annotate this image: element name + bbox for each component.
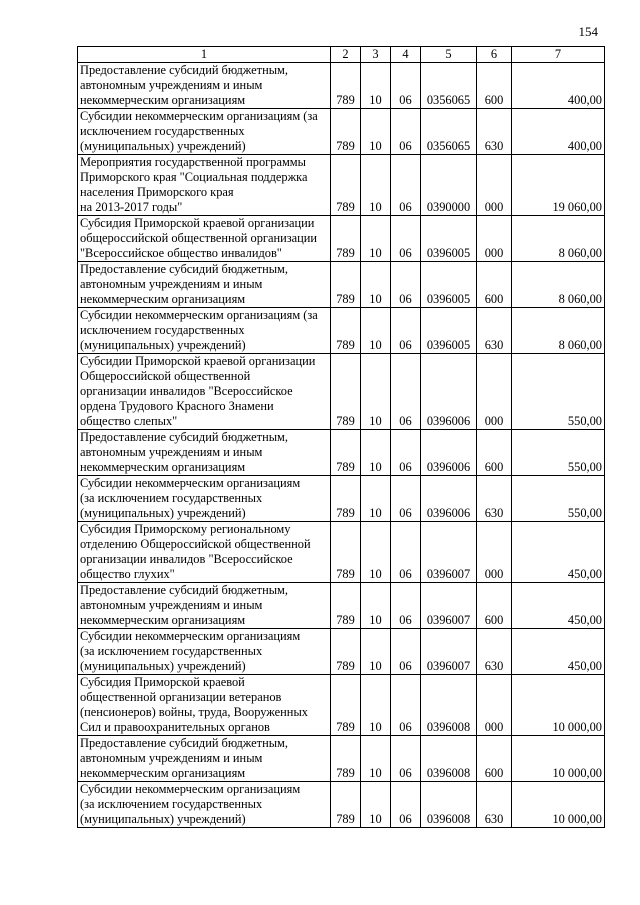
section-code-cell: 10 xyxy=(361,63,391,109)
row-name-line: Мероприятия государственной программы xyxy=(80,155,306,169)
amount-cell: 450,00 xyxy=(512,583,605,629)
table-row xyxy=(78,430,605,476)
target-article-cell: 0396007 xyxy=(421,629,477,675)
amount-cell: 450,00 xyxy=(512,629,605,675)
target-article-cell: 0396007 xyxy=(421,583,477,629)
row-name-line: общественной организации ветеранов xyxy=(80,690,282,704)
amount-cell: 10 000,00 xyxy=(512,675,605,736)
section-code-cell: 10 xyxy=(361,476,391,522)
table-header-row xyxy=(78,47,605,63)
table-row xyxy=(78,675,605,736)
table-row xyxy=(78,629,605,675)
subsection-code-cell: 06 xyxy=(391,736,421,782)
row-name-line: "Всероссийское общество инвалидов" xyxy=(80,246,282,260)
column-header: 7 xyxy=(512,47,605,63)
row-name-line: отделению Общероссийской общественной xyxy=(80,537,311,551)
amount-cell: 8 060,00 xyxy=(512,262,605,308)
row-name-cell xyxy=(78,308,331,354)
subsection-code-cell: 06 xyxy=(391,216,421,262)
subsection-code-cell: 06 xyxy=(391,675,421,736)
row-name-line: Субсидии некоммерческим организациям xyxy=(80,476,301,490)
target-article-cell: 0396007 xyxy=(421,522,477,583)
row-name-cell xyxy=(78,583,331,629)
row-name-cell xyxy=(78,109,331,155)
expense-type-cell: 630 xyxy=(477,629,512,675)
expense-type-cell: 000 xyxy=(477,522,512,583)
row-name-cell xyxy=(78,63,331,109)
admin-code-cell: 789 xyxy=(331,308,361,354)
target-article-cell: 0396005 xyxy=(421,308,477,354)
row-name-cell xyxy=(78,629,331,675)
row-name-cell xyxy=(78,675,331,736)
row-name-line: Предоставление субсидий бюджетным, xyxy=(80,262,288,276)
row-name-line: организации инвалидов "Всероссийское xyxy=(80,552,293,566)
target-article-cell: 0396005 xyxy=(421,216,477,262)
target-article-cell: 0396008 xyxy=(421,736,477,782)
admin-code-cell: 789 xyxy=(331,109,361,155)
table-row xyxy=(78,354,605,430)
admin-code-cell: 789 xyxy=(331,430,361,476)
target-article-cell: 0390000 xyxy=(421,155,477,216)
expense-type-cell: 000 xyxy=(477,155,512,216)
row-name-line: (за исключением государственных xyxy=(80,797,263,811)
page-number: 154 xyxy=(578,24,598,39)
section-code-cell: 10 xyxy=(361,109,391,155)
row-name-line: Предоставление субсидий бюджетным, xyxy=(80,63,288,77)
row-name-line: Субсидия Приморскому региональному xyxy=(80,522,291,536)
subsection-code-cell: 06 xyxy=(391,583,421,629)
row-name-line: ордена Трудового Красного Знамени xyxy=(80,399,274,413)
row-name-line: автономным учреждениям и иным xyxy=(80,277,263,291)
amount-cell: 400,00 xyxy=(512,109,605,155)
row-name-line: (муниципальных) учреждений) xyxy=(80,338,246,352)
target-article-cell: 0396006 xyxy=(421,430,477,476)
expense-type-cell: 000 xyxy=(477,354,512,430)
table-row xyxy=(78,736,605,782)
row-name-line: на 2013-2017 годы" xyxy=(80,200,183,214)
expense-type-cell: 000 xyxy=(477,675,512,736)
amount-cell: 10 000,00 xyxy=(512,782,605,828)
column-header: 1 xyxy=(78,47,331,63)
target-article-cell: 0356065 xyxy=(421,109,477,155)
table-row xyxy=(78,155,605,216)
row-name-cell xyxy=(78,522,331,583)
section-code-cell: 10 xyxy=(361,782,391,828)
row-name-line: общество слепых" xyxy=(80,414,178,428)
section-code-cell: 10 xyxy=(361,308,391,354)
expense-type-cell: 600 xyxy=(477,736,512,782)
row-name-line: автономным учреждениям и иным xyxy=(80,78,263,92)
admin-code-cell: 789 xyxy=(331,63,361,109)
admin-code-cell: 789 xyxy=(331,155,361,216)
row-name-line: (муниципальных) учреждений) xyxy=(80,139,246,153)
row-name-line: (пенсионеров) войны, труда, Вооруженных xyxy=(80,705,308,719)
target-article-cell: 0396005 xyxy=(421,262,477,308)
row-name-cell xyxy=(78,354,331,430)
row-name-line: автономным учреждениям и иным xyxy=(80,598,263,612)
table-body xyxy=(78,63,605,828)
section-code-cell: 10 xyxy=(361,216,391,262)
row-name-line: Субсидии некоммерческим организациям (за xyxy=(80,308,318,322)
subsection-code-cell: 06 xyxy=(391,354,421,430)
row-name-line: населения Приморского края xyxy=(80,185,234,199)
subsection-code-cell: 06 xyxy=(391,430,421,476)
expense-type-cell: 630 xyxy=(477,308,512,354)
row-name-line: общероссийской общественной организации xyxy=(80,231,318,245)
row-name-cell xyxy=(78,736,331,782)
row-name-cell xyxy=(78,262,331,308)
row-name-cell xyxy=(78,155,331,216)
amount-cell: 8 060,00 xyxy=(512,216,605,262)
row-name-line: Приморского края "Социальная поддержка xyxy=(80,170,308,184)
column-header: 5 xyxy=(421,47,477,63)
subsection-code-cell: 06 xyxy=(391,262,421,308)
row-name-line: организации инвалидов "Всероссийское xyxy=(80,384,293,398)
amount-cell: 450,00 xyxy=(512,522,605,583)
row-name-line: (муниципальных) учреждений) xyxy=(80,659,246,673)
subsection-code-cell: 06 xyxy=(391,155,421,216)
row-name-line: некоммерческим организациям xyxy=(80,292,246,306)
table-row xyxy=(78,308,605,354)
table-row xyxy=(78,476,605,522)
amount-cell: 400,00 xyxy=(512,63,605,109)
expense-type-cell: 630 xyxy=(477,476,512,522)
table-row xyxy=(78,522,605,583)
row-name-line: (муниципальных) учреждений) xyxy=(80,812,246,826)
subsection-code-cell: 06 xyxy=(391,629,421,675)
column-header: 3 xyxy=(361,47,391,63)
subsection-code-cell: 06 xyxy=(391,308,421,354)
expense-type-cell: 600 xyxy=(477,262,512,308)
expense-type-cell: 630 xyxy=(477,782,512,828)
row-name-cell xyxy=(78,216,331,262)
table-row xyxy=(78,63,605,109)
column-header: 4 xyxy=(391,47,421,63)
target-article-cell: 0396006 xyxy=(421,354,477,430)
amount-cell: 10 000,00 xyxy=(512,736,605,782)
admin-code-cell: 789 xyxy=(331,522,361,583)
amount-cell: 8 060,00 xyxy=(512,308,605,354)
row-name-cell xyxy=(78,476,331,522)
section-code-cell: 10 xyxy=(361,629,391,675)
admin-code-cell: 789 xyxy=(331,629,361,675)
admin-code-cell: 789 xyxy=(331,354,361,430)
table-row xyxy=(78,109,605,155)
admin-code-cell: 789 xyxy=(331,583,361,629)
section-code-cell: 10 xyxy=(361,262,391,308)
row-name-line: общество глухих" xyxy=(80,567,175,581)
expense-type-cell: 630 xyxy=(477,109,512,155)
expense-type-cell: 600 xyxy=(477,430,512,476)
row-name-line: (за исключением государственных xyxy=(80,491,263,505)
column-header: 6 xyxy=(477,47,512,63)
row-name-line: Субсидии некоммерческим организациям xyxy=(80,782,301,796)
subsection-code-cell: 06 xyxy=(391,476,421,522)
subsection-code-cell: 06 xyxy=(391,63,421,109)
row-name-line: Общероссийской общественной xyxy=(80,369,251,383)
admin-code-cell: 789 xyxy=(331,262,361,308)
target-article-cell: 0356065 xyxy=(421,63,477,109)
table-row xyxy=(78,782,605,828)
row-name-line: Субсидии некоммерческим организациям xyxy=(80,629,301,643)
table-row xyxy=(78,262,605,308)
row-name-line: Субсидия Приморской краевой xyxy=(80,675,245,689)
row-name-cell xyxy=(78,430,331,476)
section-code-cell: 10 xyxy=(361,430,391,476)
row-name-cell xyxy=(78,782,331,828)
table-row xyxy=(78,583,605,629)
expense-type-cell: 600 xyxy=(477,63,512,109)
subsection-code-cell: 06 xyxy=(391,782,421,828)
row-name-line: некоммерческим организациям xyxy=(80,766,246,780)
admin-code-cell: 789 xyxy=(331,216,361,262)
section-code-cell: 10 xyxy=(361,354,391,430)
budget-table xyxy=(77,46,605,828)
amount-cell: 550,00 xyxy=(512,354,605,430)
admin-code-cell: 789 xyxy=(331,675,361,736)
admin-code-cell: 789 xyxy=(331,782,361,828)
target-article-cell: 0396008 xyxy=(421,675,477,736)
row-name-line: исключением государственных xyxy=(80,323,245,337)
amount-cell: 550,00 xyxy=(512,430,605,476)
amount-cell: 19 060,00 xyxy=(512,155,605,216)
row-name-line: (за исключением государственных xyxy=(80,644,263,658)
admin-code-cell: 789 xyxy=(331,736,361,782)
section-code-cell: 10 xyxy=(361,675,391,736)
section-code-cell: 10 xyxy=(361,155,391,216)
row-name-line: исключением государственных xyxy=(80,124,245,138)
admin-code-cell: 789 xyxy=(331,476,361,522)
row-name-line: автономным учреждениям и иным xyxy=(80,751,263,765)
row-name-line: (муниципальных) учреждений) xyxy=(80,506,246,520)
table-row xyxy=(78,216,605,262)
row-name-line: Субсидии Приморской краевой организации xyxy=(80,354,316,368)
row-name-line: некоммерческим организациям xyxy=(80,460,246,474)
row-name-line: Предоставление субсидий бюджетным, xyxy=(80,736,288,750)
row-name-line: автономным учреждениям и иным xyxy=(80,445,263,459)
subsection-code-cell: 06 xyxy=(391,522,421,583)
target-article-cell: 0396008 xyxy=(421,782,477,828)
expense-type-cell: 000 xyxy=(477,216,512,262)
row-name-line: Субсидия Приморской краевой организации xyxy=(80,216,315,230)
section-code-cell: 10 xyxy=(361,583,391,629)
column-header: 2 xyxy=(331,47,361,63)
amount-cell: 550,00 xyxy=(512,476,605,522)
row-name-line: Предоставление субсидий бюджетным, xyxy=(80,430,288,444)
section-code-cell: 10 xyxy=(361,522,391,583)
row-name-line: Сил и правоохранительных органов xyxy=(80,720,270,734)
row-name-line: некоммерческим организациям xyxy=(80,93,246,107)
subsection-code-cell: 06 xyxy=(391,109,421,155)
section-code-cell: 10 xyxy=(361,736,391,782)
row-name-line: Предоставление субсидий бюджетным, xyxy=(80,583,288,597)
target-article-cell: 0396006 xyxy=(421,476,477,522)
expense-type-cell: 600 xyxy=(477,583,512,629)
row-name-line: некоммерческим организациям xyxy=(80,613,246,627)
row-name-line: Субсидии некоммерческим организациям (за xyxy=(80,109,318,123)
